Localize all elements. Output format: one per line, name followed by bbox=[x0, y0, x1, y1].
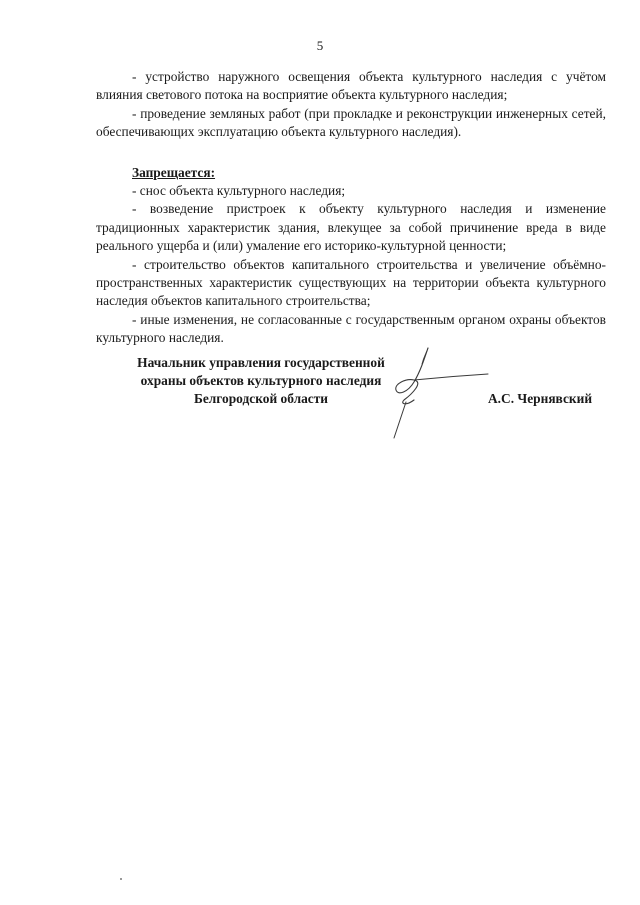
allowed-item: - устройство наружного освещения объекта культурного наследия с учётом влияния светового потока на восприятие объекта культурного наследия; bbox=[96, 69, 606, 103]
prohibited-item: - строительство объектов капитального строительства и увеличение объёмно-пространственных характеристик существующих на территории объекта культурного наследия объектов капитального строительства; bbox=[96, 256, 606, 309]
handwritten-signature bbox=[384, 344, 494, 440]
prohibited-item: - возведение пристроек к объекту культурного наследия и изменение традиционных характеристик здания, влекущее за собой причинение вреда в виде реального ущерба и (или) умаление его историко-культурной ценности; bbox=[96, 201, 606, 254]
signatory-position-line: охраны объектов культурного наследия bbox=[140, 373, 382, 388]
signatory-position bbox=[96, 354, 426, 408]
signatory-position-line: Белгородской области bbox=[193, 391, 329, 406]
scan-speck bbox=[120, 878, 122, 880]
prohibited-item: - снос объекта культурного наследия; bbox=[132, 183, 346, 199]
page-number: 5 bbox=[316, 38, 324, 53]
signatory-position-line: Начальник управления государственной bbox=[137, 355, 385, 370]
prohibited-heading: Запрещается: bbox=[132, 164, 216, 180]
signature-block bbox=[96, 354, 606, 434]
prohibited-item: - иные изменения, не согласованные с государственным органом охраны объектов культурного наследия. bbox=[96, 311, 606, 346]
allowed-item: - проведение земляных работ (при прокладке и реконструкции инженерных сетей, обеспечивающих эксплуатацию объекта культурного наследия). bbox=[96, 105, 606, 140]
paragraph-spacer bbox=[96, 142, 606, 164]
signatory-name: А.С. Чернявский bbox=[488, 391, 593, 406]
document-body bbox=[96, 68, 606, 348]
